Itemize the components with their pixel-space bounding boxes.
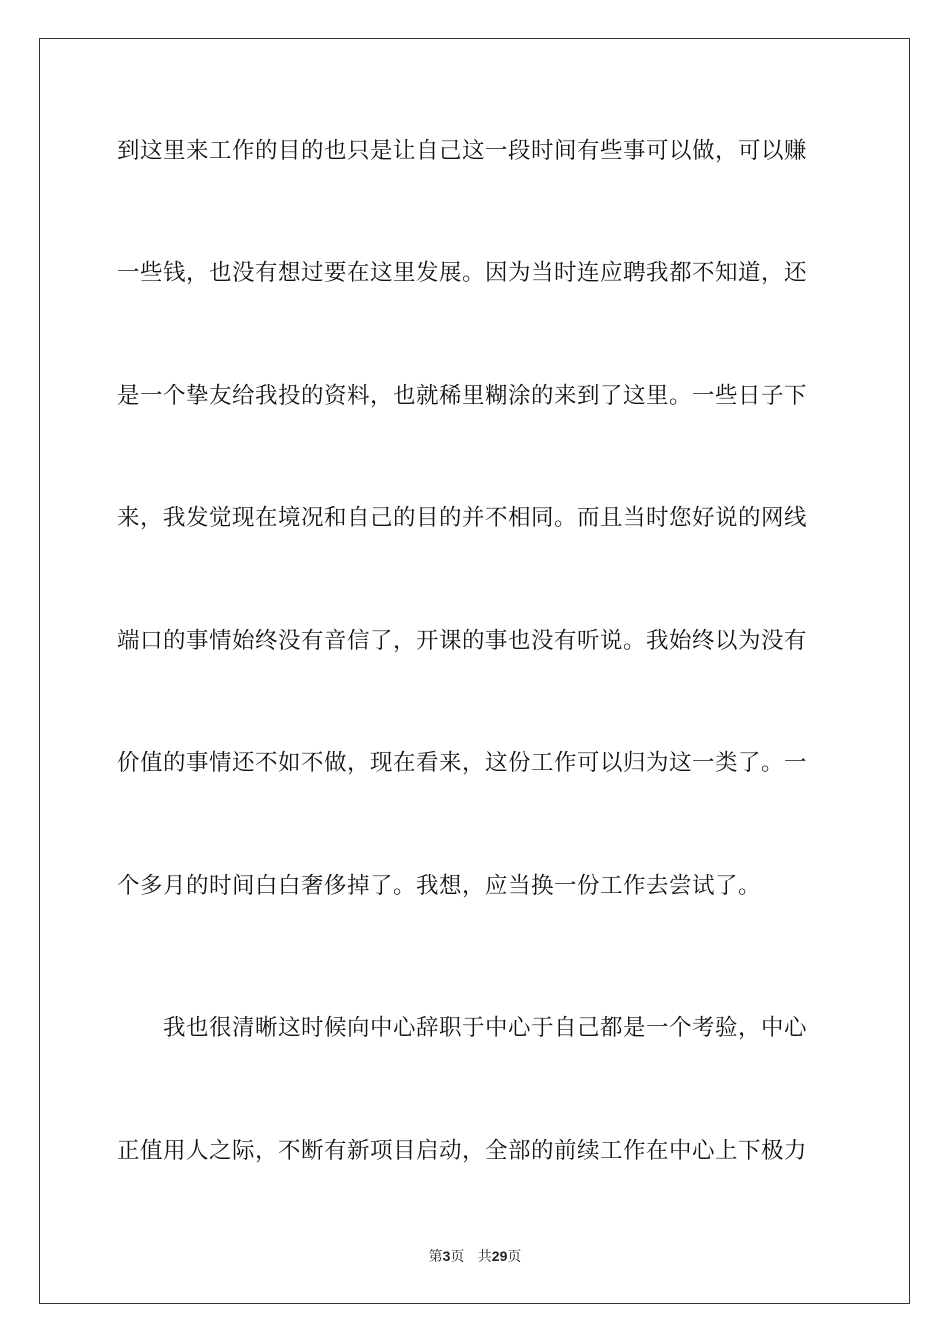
text-line-1: 到这里来工作的目的也只是让自己这一段时间有些事可以做，可以赚 [117,138,808,164]
page-footer [0,1247,950,1266]
text-line-8: 我也很清晰这时候向中心辞职于中心于自己都是一个考验，中心 [117,1015,808,1041]
text-line-3: 是一个挚友给我投的资料，也就稀里糊涂的来到了这里。一些日子下 [117,383,808,409]
text-line-7: 个多月的时间白白奢侈掉了。我想，应当换一份工作去尝试了。 [117,873,762,899]
text-line-4: 来，我发觉现在境况和自己的目的并不相同。而且当时您好说的网线 [117,505,808,531]
total-suffix: 页 [507,1249,522,1265]
text-line-5: 端口的事情始终没有音信了，开课的事也没有听说。我始终以为没有 [117,628,808,654]
total-pages: 29 [491,1248,508,1264]
page-prefix: 第 [428,1249,443,1265]
page-number: 3 [442,1248,451,1264]
text-line-6: 价值的事情还不如不做，现在看来，这份工作可以归为这一类了。一 [117,750,808,776]
page-suffix: 页 [450,1249,465,1265]
page-border [39,38,910,1304]
total-prefix: 共 [477,1249,492,1265]
text-line-9: 正值用人之际，不断有新项目启动，全部的前续工作在中心上下极力 [117,1138,808,1164]
text-line-2: 一些钱，也没有想过要在这里发展。因为当时连应聘我都不知道，还 [117,260,808,286]
